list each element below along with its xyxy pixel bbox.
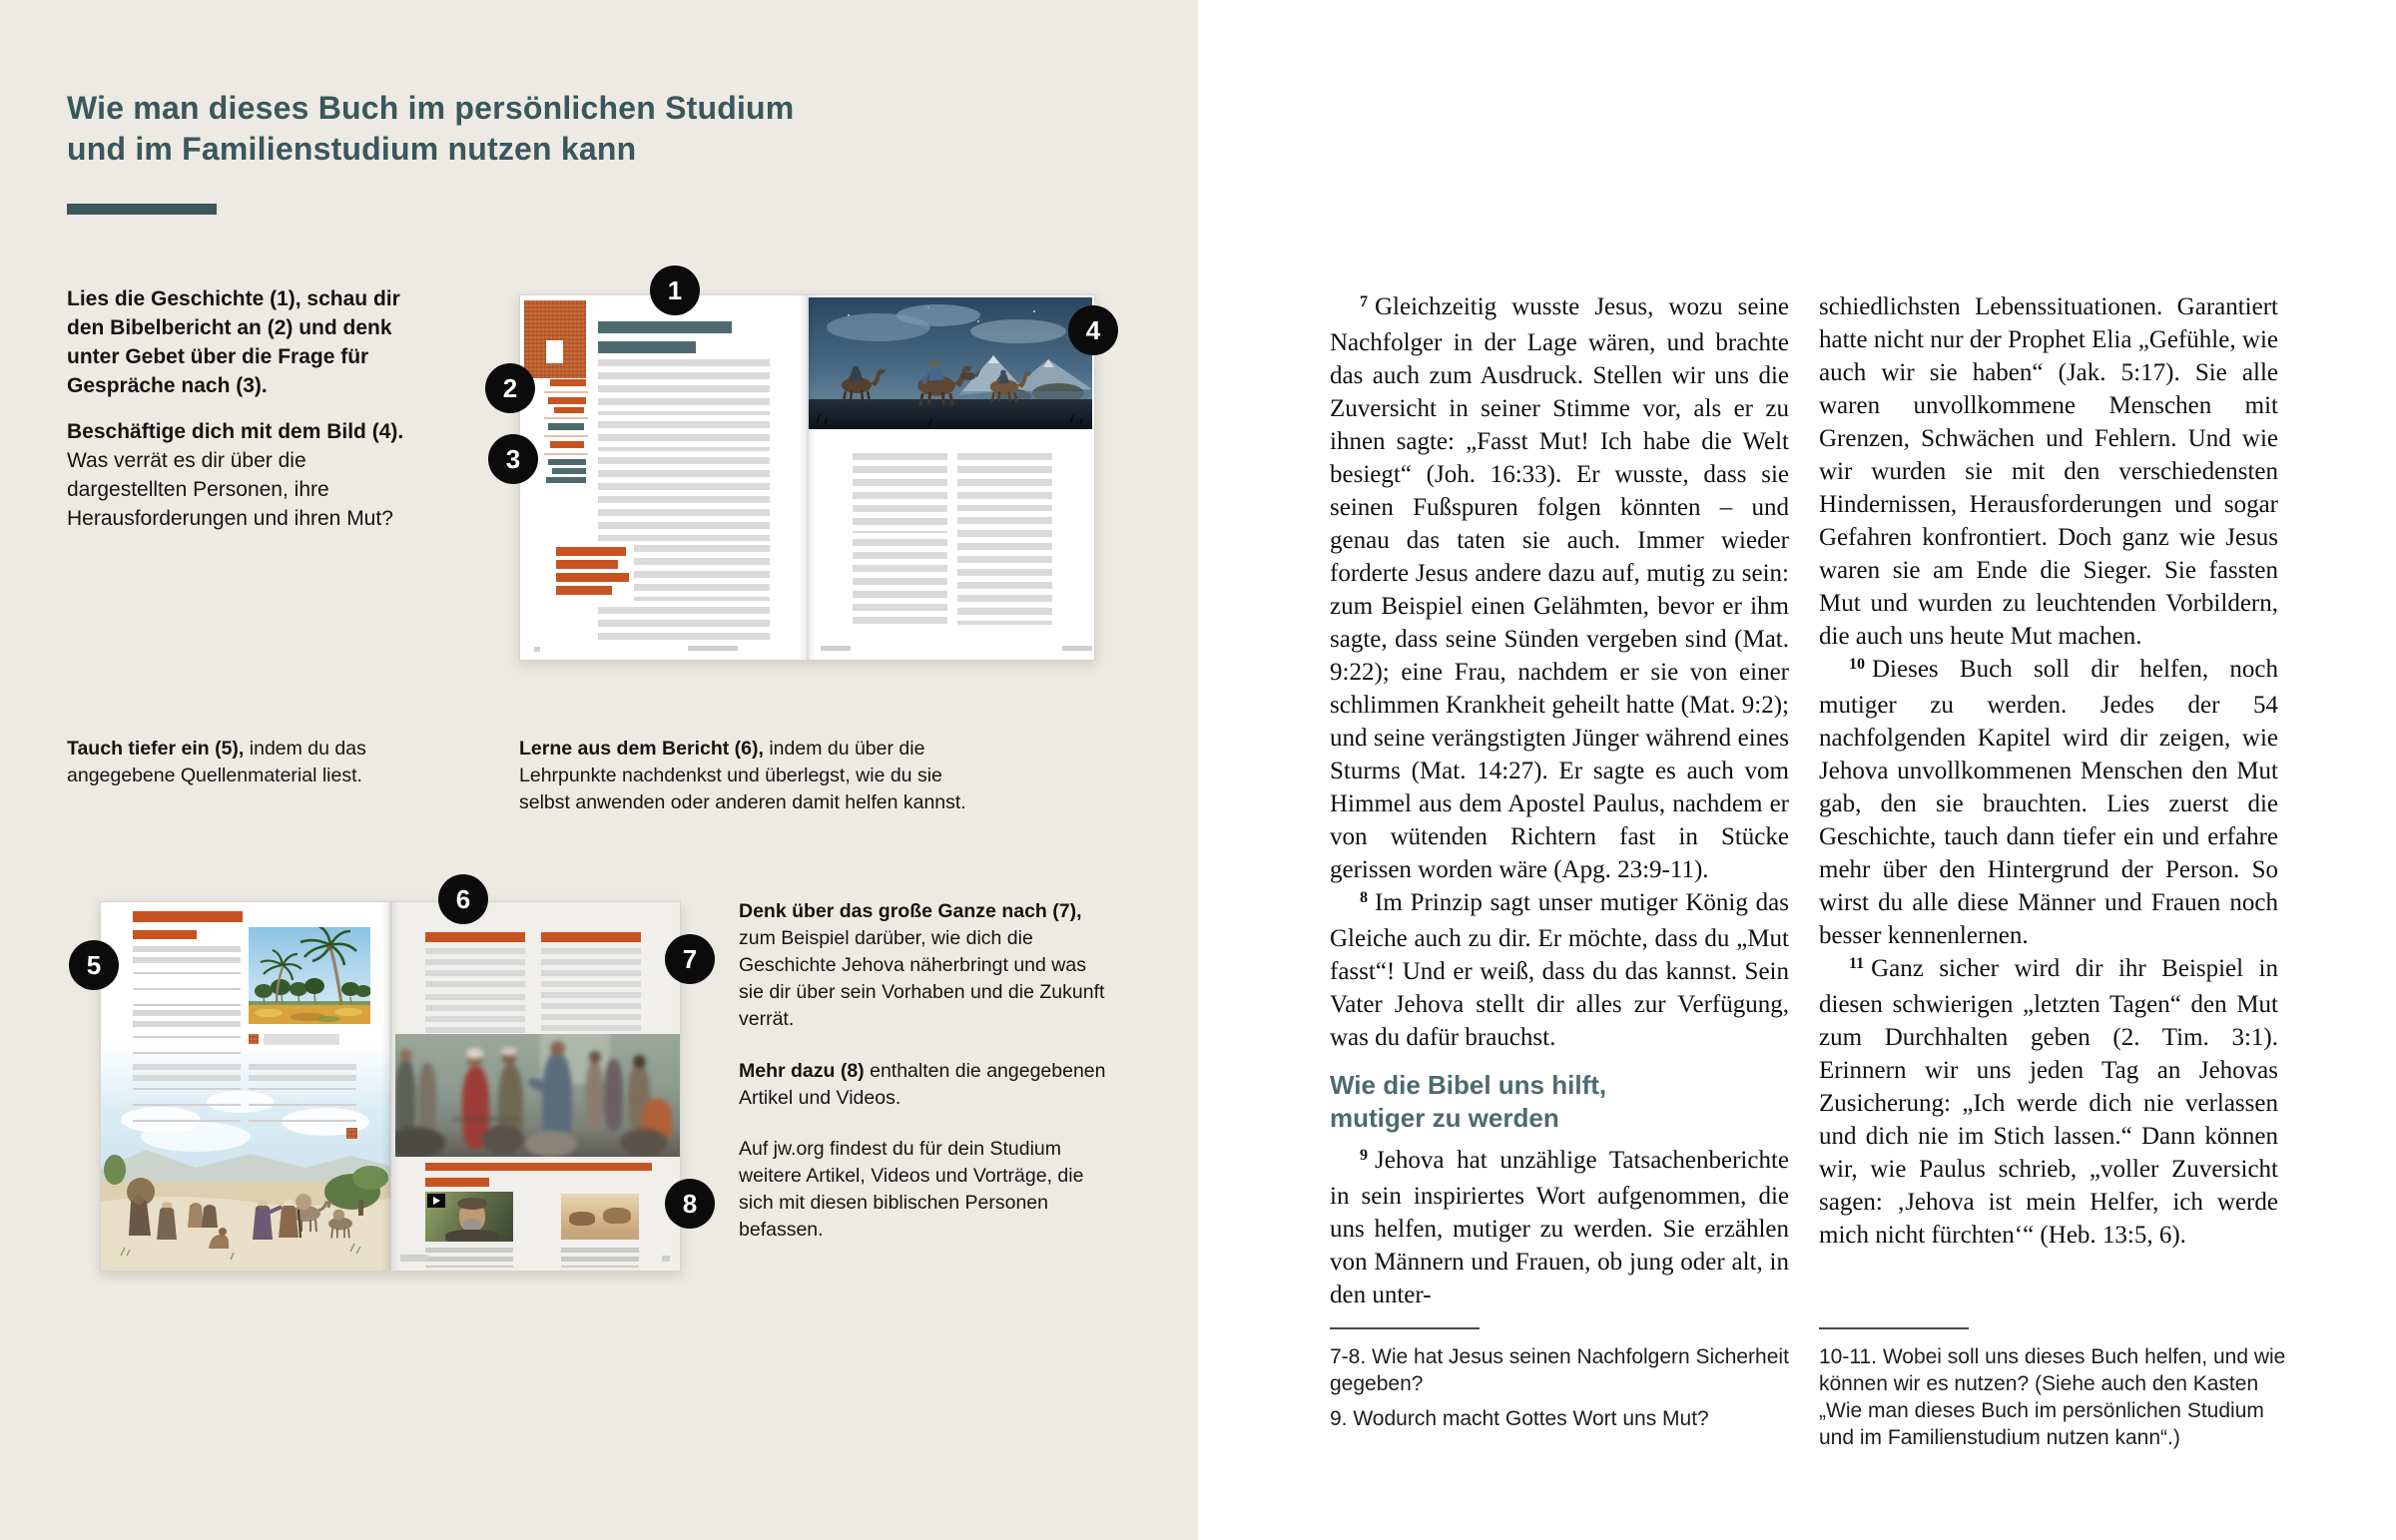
callout-4-number: 4	[1085, 314, 1101, 345]
callout-2-number: 2	[502, 372, 518, 403]
mock-sidebar-bar	[548, 423, 584, 430]
page-number-mark	[534, 647, 540, 652]
mock-chapter-number-window	[546, 340, 563, 363]
mock-question-rules	[133, 1036, 241, 1054]
footnote-rule	[1819, 1327, 1969, 1329]
mock-footer-bar	[821, 646, 851, 651]
mock-question-rules	[133, 1088, 241, 1122]
page-title	[67, 88, 794, 170]
callout-3-number: 3	[505, 443, 521, 474]
page-number-mark	[662, 1256, 670, 1262]
video-thumbnail-2	[561, 1194, 639, 1240]
paragraph-9-text: Jehova hat unzählige Tatsachenberichte in sein inspiriertes Wort aufgenommen, die uns helfen, mutiger zu werden. Sie erzählen von Männern und Frauen, ob jung oder alt, in den unter-	[1330, 1147, 1789, 1308]
footnote-9: 9. Wodurch macht Gottes Wort uns Mut?	[1330, 1407, 1709, 1430]
video-1-hair	[457, 1198, 487, 1210]
mock-header-bar	[425, 932, 525, 942]
instruction-step-5-text: indem du das angegebene Quellenmaterial liest.	[67, 738, 366, 786]
callout-6-number: 6	[455, 883, 471, 914]
callout-3	[488, 434, 538, 484]
jworg-note	[739, 1136, 1116, 1244]
mock-title-bar	[598, 321, 732, 333]
camel-caravan-image	[809, 297, 1092, 429]
book-spread-top	[519, 294, 1095, 661]
title-rule	[67, 204, 217, 215]
congregation-photo-art	[395, 1034, 680, 1157]
paragraph-11	[1819, 952, 2278, 1252]
paragraph-8-text: Im Prinzip sagt unser mutiger König das Gleiche auch zu dir. Er möchte, dass du „Mut fasst“! Und er weiß, dass du das kannst. Sein Vater Jehova stellt dir alles zur Verfügung, was du dafür brauchst.	[1330, 889, 1789, 1051]
mock-sidebar-bar	[552, 468, 586, 474]
mock-text-lines	[133, 1010, 241, 1030]
instruction-step-6	[519, 736, 988, 816]
paragraph-7	[1330, 290, 1789, 886]
mock-text-lines	[598, 607, 770, 643]
video-thumbnail-1	[425, 1192, 513, 1242]
callout-4	[1068, 305, 1118, 355]
section-subheading-line2: mutiger zu werden	[1330, 1103, 1559, 1133]
mock-sidebar-rule	[544, 391, 588, 393]
instruction-step-4-text: Was verrät es dir über die dargestellten Personen, ihre Herausforderungen und ihren Mut?	[67, 449, 393, 530]
play-icon	[427, 1194, 445, 1208]
callout-8	[665, 1179, 715, 1229]
mock-text-lines	[425, 948, 525, 988]
mock-pullquote-bar	[556, 560, 618, 569]
paragraph-10-text: Dieses Buch soll dir helfen, noch mutiger zu werden. Jedes der 54 nachfolgenden Kapitel wird dir zeigen, wie Jehova unvollkommenen Menschen den Mut gab, den sie brauchten. Lies zuerst die Geschichte, tauch dann tiefer ein und erfahre mehr über den Hintergrund der Person. So wirst du alle diese Männer und Frauen noch besser kennenlernen.	[1819, 656, 2278, 949]
mock-caption-marker	[346, 1128, 357, 1139]
mock-text-lines	[541, 948, 641, 1034]
callout-5-number: 5	[86, 949, 102, 980]
paragraph-7-number: 7	[1360, 293, 1368, 310]
mock-text-lines	[853, 539, 947, 625]
mock-sidebar-bar	[550, 441, 584, 448]
mock-header-bar	[133, 911, 243, 922]
mock-pullquote-bar	[556, 586, 612, 595]
mock-text-lines	[957, 453, 1052, 511]
mock-sidebar-rule	[544, 417, 588, 419]
article-column-1	[1330, 290, 1789, 1311]
mock-image-rule	[425, 1163, 652, 1171]
footnote-rule	[1330, 1327, 1480, 1329]
mock-sidebar-bar	[550, 379, 586, 386]
footnote-10-11: 10-11. Wobei soll uns dieses Buch helfen, und wie können wir es nutzen? (Siehe auch den Kasten „Wie man dieses Buch im persönlichen Studium und im Familienstudium nutzen kann“.)	[1819, 1345, 2286, 1449]
instruction-step-8-lead: Mehr dazu (8)	[739, 1060, 871, 1082]
paragraph-10-number: 10	[1849, 656, 1865, 673]
instruction-step-7	[739, 898, 1112, 1033]
mock-text-lines	[957, 517, 1052, 625]
instruction-step-7-lead: Denk über das große Ganze nach (7),	[739, 900, 1082, 922]
instruction-step-1-3	[67, 284, 406, 400]
paragraph-9-continued	[1819, 290, 2278, 653]
mock-caption-bar	[264, 1034, 339, 1045]
instruction-step-7-text: zum Beispiel darüber, wie dich die Geschichte Jehova näherbringt und was sie dir über sein Vorhaben und die Zukunft verrät.	[739, 927, 1105, 1030]
mock-text-lines	[634, 545, 770, 601]
mock-chapter-badge	[524, 300, 586, 378]
paragraph-10	[1819, 653, 2278, 952]
page-title-line1: Wie man dieses Buch im persönlichen Studium	[67, 90, 795, 126]
callout-1-number: 1	[667, 274, 683, 305]
mock-footer-bar	[400, 1255, 428, 1262]
paragraph-7-text: Gleichzeitig wusste Jesus, wozu seine Nachfolger in der Lage wären, und brachte das auch zum Ausdruck. Stellen wir uns die Zuversicht in seiner Stimme vor, als er zu ihnen sagte: „Fasst Mut! Ich habe die Welt besiegt“ (Joh. 16:33). Er wusste, dass sie seinen Fußspuren folgen könnten – und genau das taten sie auch. Immer wieder forderte Jesus andere dazu auf, mutig zu sein: zum Beispiel einen Gelähmten, bevor er ihm sagte, dass seine Sünden vergeben sind (Mat. 9:22); eine Frau, nachdem er sie von einer schlimmen Krankheit geheilt hatte (Mat. 9:2); und seine verängstigten Jünger während eines Sturms (Mat. 14:27). Er sagte es auch vom Himmel aus dem Apostel Paulus, nachdem er von wütenden Richtern fast in Stücke gerissen worden wäre (Apg. 23:9-11).	[1330, 293, 1789, 883]
camel-caravan-art	[809, 297, 1092, 429]
mock-text-lines	[598, 457, 770, 541]
jworg-note-text: Auf jw.org findest du für dein Studium weitere Artikel, Videos und Vorträge, die sich mit diesen biblischen Personen befassen.	[739, 1138, 1084, 1241]
mock-question-rules	[133, 972, 241, 1006]
instruction-step-4-lead: Beschäftige dich mit dem Bild (4).	[67, 420, 404, 443]
mock-sidebar-bar	[554, 407, 584, 413]
palm-grove-art	[249, 927, 370, 1024]
callout-7-number: 7	[682, 943, 698, 974]
mock-pullquote-bar	[556, 547, 626, 556]
section-subheading	[1330, 1069, 1789, 1135]
callout-2	[485, 363, 535, 413]
mock-text-lines	[598, 421, 770, 451]
mock-subhead-bar	[133, 930, 197, 939]
mock-footer-bar	[688, 646, 738, 651]
mock-caption-marker	[249, 1034, 259, 1044]
mock-caption-lines	[425, 1248, 513, 1268]
instruction-step-5	[67, 736, 374, 789]
mock-sidebar-rule	[544, 453, 588, 455]
mock-question-rules	[249, 1088, 356, 1122]
mock-sidebar-rule	[544, 435, 588, 437]
footnotes-column-2	[1819, 1327, 2288, 1459]
mock-sidebar-bar	[546, 477, 586, 483]
mock-sidebar-bar	[548, 397, 586, 404]
book-spread-bottom	[100, 901, 681, 1272]
paragraph-9-continued-text: schiedlichsten Lebenssituationen. Garantiert hatte nicht nur der Prophet Elia „Gefühle, wie auch wir sie haben“ (Jak. 5:17). Sie alle waren unvollkommene Menschen mit Grenzen, Schwächen und Fehlern. Und wie wir wurden sie mit den verschiedensten Hindernissen, Herausforderungen und sogar Gefahren konfrontiert. Doch ganz wie Jesus waren sie am Ende die Sieger. Sie fassten Mut und wurden zu leuchtenden Vorbildern, die auch uns heute Mut machen.	[1819, 293, 2278, 650]
instruction-step-6-text: indem du über die Lehrpunkte nachdenkst und überlegst, wie du sie selbst anwenden oder anderen damit helfen kannst.	[519, 738, 966, 813]
mock-text-lines	[598, 359, 770, 415]
callout-8-number: 8	[682, 1188, 698, 1219]
video-2-camel	[603, 1208, 631, 1224]
mock-text-lines	[249, 1064, 356, 1082]
video-2-ground	[561, 1230, 639, 1240]
instruction-step-5-lead: Tauch tiefer ein (5),	[67, 738, 250, 760]
mock-pullquote-bar	[556, 573, 629, 582]
paragraph-8-number: 8	[1360, 889, 1368, 906]
instruction-step-4	[67, 417, 418, 533]
paragraph-9	[1330, 1144, 1789, 1311]
callout-7	[665, 934, 715, 984]
instruction-step-8	[739, 1058, 1112, 1112]
mock-footer-bar	[1062, 646, 1092, 651]
mock-subhead-bar	[425, 1178, 489, 1187]
paragraph-9-number: 9	[1360, 1147, 1368, 1164]
callout-6	[438, 874, 488, 924]
section-subheading-line1: Wie die Bibel uns hilft,	[1330, 1070, 1607, 1100]
footnote-7-8: 7-8. Wie hat Jesus seinen Nachfolgern Sicherheit gegeben?	[1330, 1345, 1789, 1395]
mock-header-bar	[541, 932, 641, 942]
instruction-step-1-3-text: Lies die Geschichte (1), schau dir den Bibelbericht an (2) und denk unter Gebet über die Frage für Gespräche nach (3).	[67, 287, 400, 397]
mock-sidebar-bar	[548, 459, 586, 465]
congregation-photo	[395, 1034, 680, 1157]
article-column-2	[1819, 290, 2278, 1252]
video-1-shoulders	[445, 1230, 499, 1242]
mock-text-lines	[133, 1064, 241, 1082]
callout-5	[69, 940, 119, 990]
paragraph-8	[1330, 886, 1789, 1054]
mock-text-lines	[853, 453, 947, 533]
mock-text-lines	[425, 994, 525, 1034]
mock-title-bar	[598, 341, 696, 353]
footnotes-column-1	[1330, 1327, 1789, 1440]
page-title-line2: und im Familienstudium nutzen kann	[67, 131, 637, 167]
instruction-step-8-text: enthalten die angegebenen Artikel und Videos.	[739, 1060, 1106, 1109]
paragraph-11-text: Ganz sicher wird dir ihr Beispiel in diesen schwierigen „letzten Tagen“ den Mut zum Durchhalten geben (2. Tim. 3:1). Erinnern wir uns jeden Tag an Jehovas Zusicherung: „Ich werde dich nie verlassen und dich nie im Stich lassen.“ Dann können wir, wie Paulus schrieb, „voller Zuversicht sagen: ‚Jehova ist mein Helfer, ich werde mich nicht fürchten‘“ (Heb. 13:5, 6).	[1819, 955, 2278, 1249]
callout-1	[650, 265, 700, 315]
mock-caption-lines	[561, 1248, 639, 1268]
mock-text-lines	[133, 946, 241, 966]
paragraph-11-number: 11	[1849, 955, 1865, 972]
palm-grove-image	[249, 927, 370, 1024]
instruction-step-6-lead: Lerne aus dem Bericht (6),	[519, 738, 770, 760]
video-2-camel	[569, 1212, 595, 1226]
